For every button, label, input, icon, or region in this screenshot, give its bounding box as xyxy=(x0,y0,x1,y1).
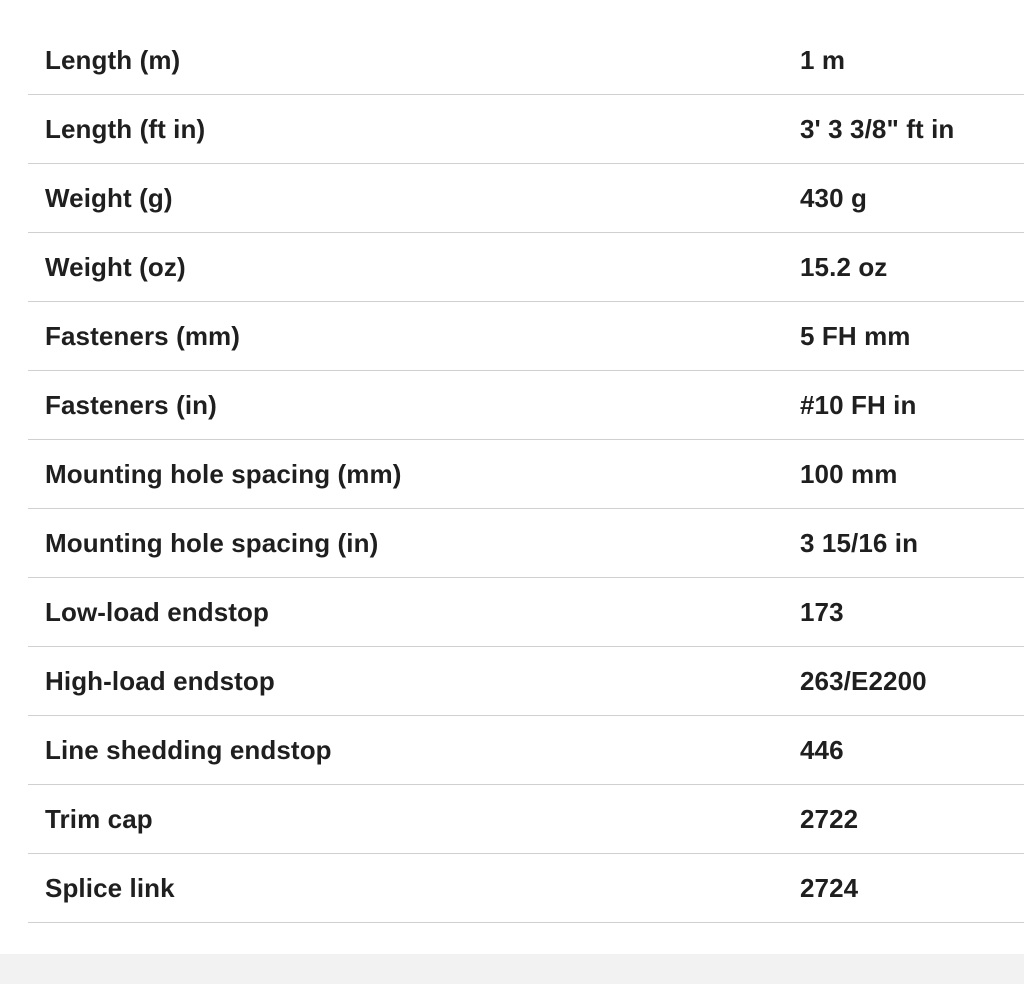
spec-row-mounting-hole-spacing-mm xyxy=(28,440,1024,509)
spec-label: Weight (oz) xyxy=(45,252,186,282)
spec-label: Weight (g) xyxy=(45,183,173,213)
spec-row-fasteners-mm xyxy=(28,302,1024,371)
spec-label: Fasteners (mm) xyxy=(45,321,241,351)
spec-value: 3' 3 3/8" ft in xyxy=(800,114,955,144)
spec-row-trim-cap xyxy=(28,785,1024,854)
spec-row-low-load-endstop xyxy=(28,578,1024,647)
spec-label: Length (ft in) xyxy=(45,114,206,144)
spec-value: 446 xyxy=(800,735,844,765)
spec-label: Low-load endstop xyxy=(45,597,270,627)
spec-value: 2724 xyxy=(800,873,859,903)
spec-value: 2722 xyxy=(800,804,859,834)
spec-table xyxy=(28,26,1024,923)
spec-label: Mounting hole spacing (mm) xyxy=(45,459,402,489)
spec-label: Length (m) xyxy=(45,45,181,75)
spec-value: 100 mm xyxy=(800,459,898,489)
spec-label: Fasteners (in) xyxy=(45,390,217,420)
spec-label: Line shedding endstop xyxy=(45,735,332,765)
spec-row-length-ft-in xyxy=(28,95,1024,164)
spec-row-line-shedding-endstop xyxy=(28,716,1024,785)
spec-row-mounting-hole-spacing-in xyxy=(28,509,1024,578)
spec-value: 5 FH mm xyxy=(800,321,911,351)
spec-row-weight-oz xyxy=(28,233,1024,302)
spec-label: Trim cap xyxy=(45,804,153,834)
spec-value: 263/E2200 xyxy=(800,666,927,696)
spec-label: Mounting hole spacing (in) xyxy=(45,528,379,558)
spec-row-splice-link xyxy=(28,854,1024,923)
spec-value: 15.2 oz xyxy=(800,252,888,282)
spec-value: 430 g xyxy=(800,183,867,213)
spec-label: High-load endstop xyxy=(45,666,275,696)
spec-value: #10 FH in xyxy=(800,390,917,420)
spec-row-high-load-endstop xyxy=(28,647,1024,716)
spec-value: 173 xyxy=(800,597,844,627)
spec-row-length-m xyxy=(28,26,1024,95)
spec-label: Splice link xyxy=(45,873,175,903)
spec-value: 3 15/16 in xyxy=(800,528,919,558)
spec-value: 1 m xyxy=(800,45,846,75)
spec-row-fasteners-in xyxy=(28,371,1024,440)
spec-row-weight-g xyxy=(28,164,1024,233)
